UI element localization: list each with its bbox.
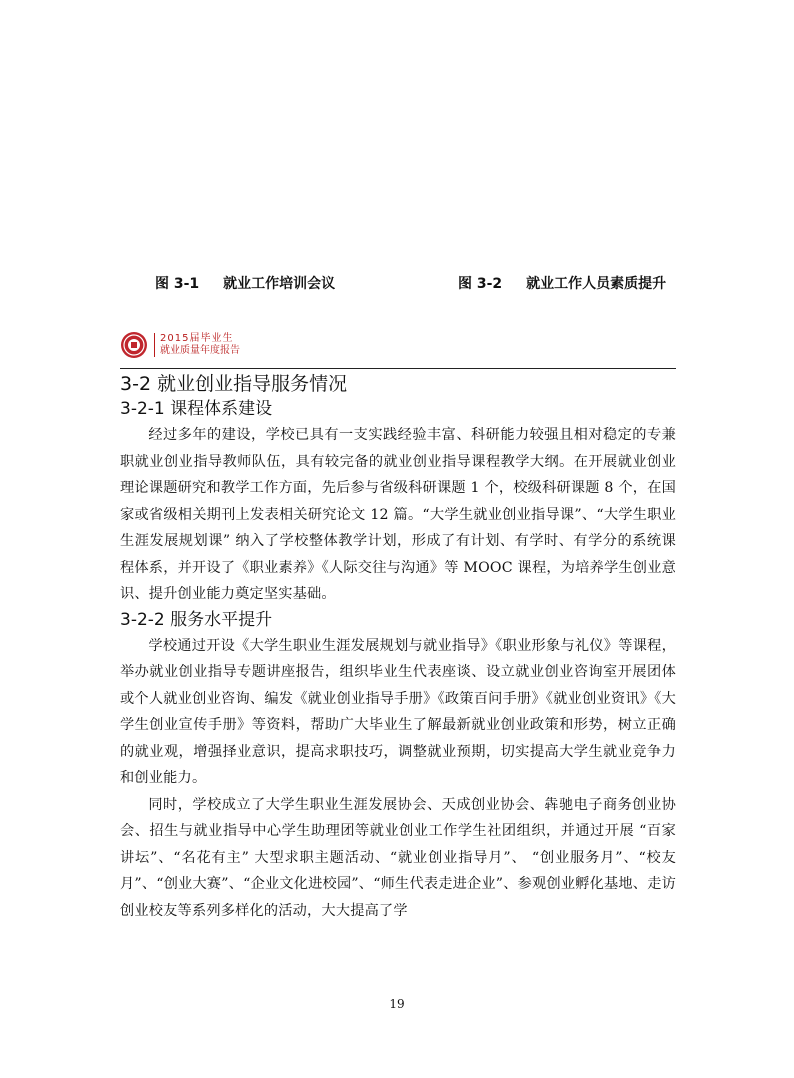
- main-content: [120, 371, 676, 924]
- caption-text: 就业工作培训会议: [223, 276, 336, 292]
- caption-number: 图 3-2: [458, 276, 503, 292]
- section-title: 3-2 就业创业指导服务情况: [120, 373, 348, 395]
- subsection-title-3-2-1: 3-2-1 课程体系建设: [120, 399, 273, 419]
- figure-caption-3-2: [458, 273, 666, 293]
- header-title: [154, 333, 240, 357]
- header-rule: [120, 368, 676, 369]
- school-seal-icon: [120, 331, 148, 359]
- caption-number: 图 3-1: [155, 276, 200, 292]
- header-line-1: 2015届毕业生: [160, 333, 234, 344]
- figure-caption-3-1: [155, 273, 335, 293]
- caption-text: 就业工作人员素质提升: [526, 276, 667, 292]
- subsection-title-3-2-2: 3-2-2 服务水平提升: [120, 609, 273, 630]
- paragraph: 经过多年的建设，学校已具有一支实践经验丰富、科研能力较强且相对稳定的专兼职就业创业指导教师队伍，具有较完备的就业创业指导课程教学大纲。在开展就业创业理论课题研究和教学工作方面，先后参与省级科研课题 1 个，校级科研课题 8 个，在国家或省级相关期刊上发表相关研究论文 12 篇。“大学生就业创业指导课”、“大学生职业生涯发展规划课” 纳入了学校整体教学计划，形成了有计划、有学时、有学分的系统课程体系，并开设了《职业素养》《人际交往与沟通》等 MOOC 课程，为培养学生创业意识、提升创业能力奠定坚实基础。: [120, 427, 677, 602]
- report-header: [120, 331, 676, 367]
- paragraph: 同时，学校成立了大学生职业生涯发展协会、天成创业协会、犇驰电子商务创业协会、招生与就业指导中心学生助理团等就业创业工作学生社团组织，并通过开展 “百家讲坛”、“名花有主” 大型求职主题活动、“就业创业指导月”、 “创业服务月”、“校友月”、“创业大赛”、“企业文化进校园”、“师生代表走进企业”、参观创业孵化基地、走访创业校友等系列多样化的活动，大大提高了学: [120, 796, 676, 919]
- header-line-2: 就业质量年度报告: [160, 345, 240, 356]
- page-number: 19: [389, 997, 405, 1011]
- paragraph: 学校通过开设《大学生职业生涯发展规划与就业指导》《职业形象与礼仪》等课程，举办就业创业指导专题讲座报告，组织毕业生代表座谈、设立就业创业咨询室开展团体或个人就业创业咨询、编发《就业创业指导手册》《政策百问手册》《就业创业资讯》《大学生创业宣传手册》等资料，帮助广大毕业生了解最新就业创业政策和形势，树立正确的就业观，增强择业意识，提高求职技巧，调整就业预期，切实提高大学生就业竞争力和创业能力。: [120, 637, 676, 786]
